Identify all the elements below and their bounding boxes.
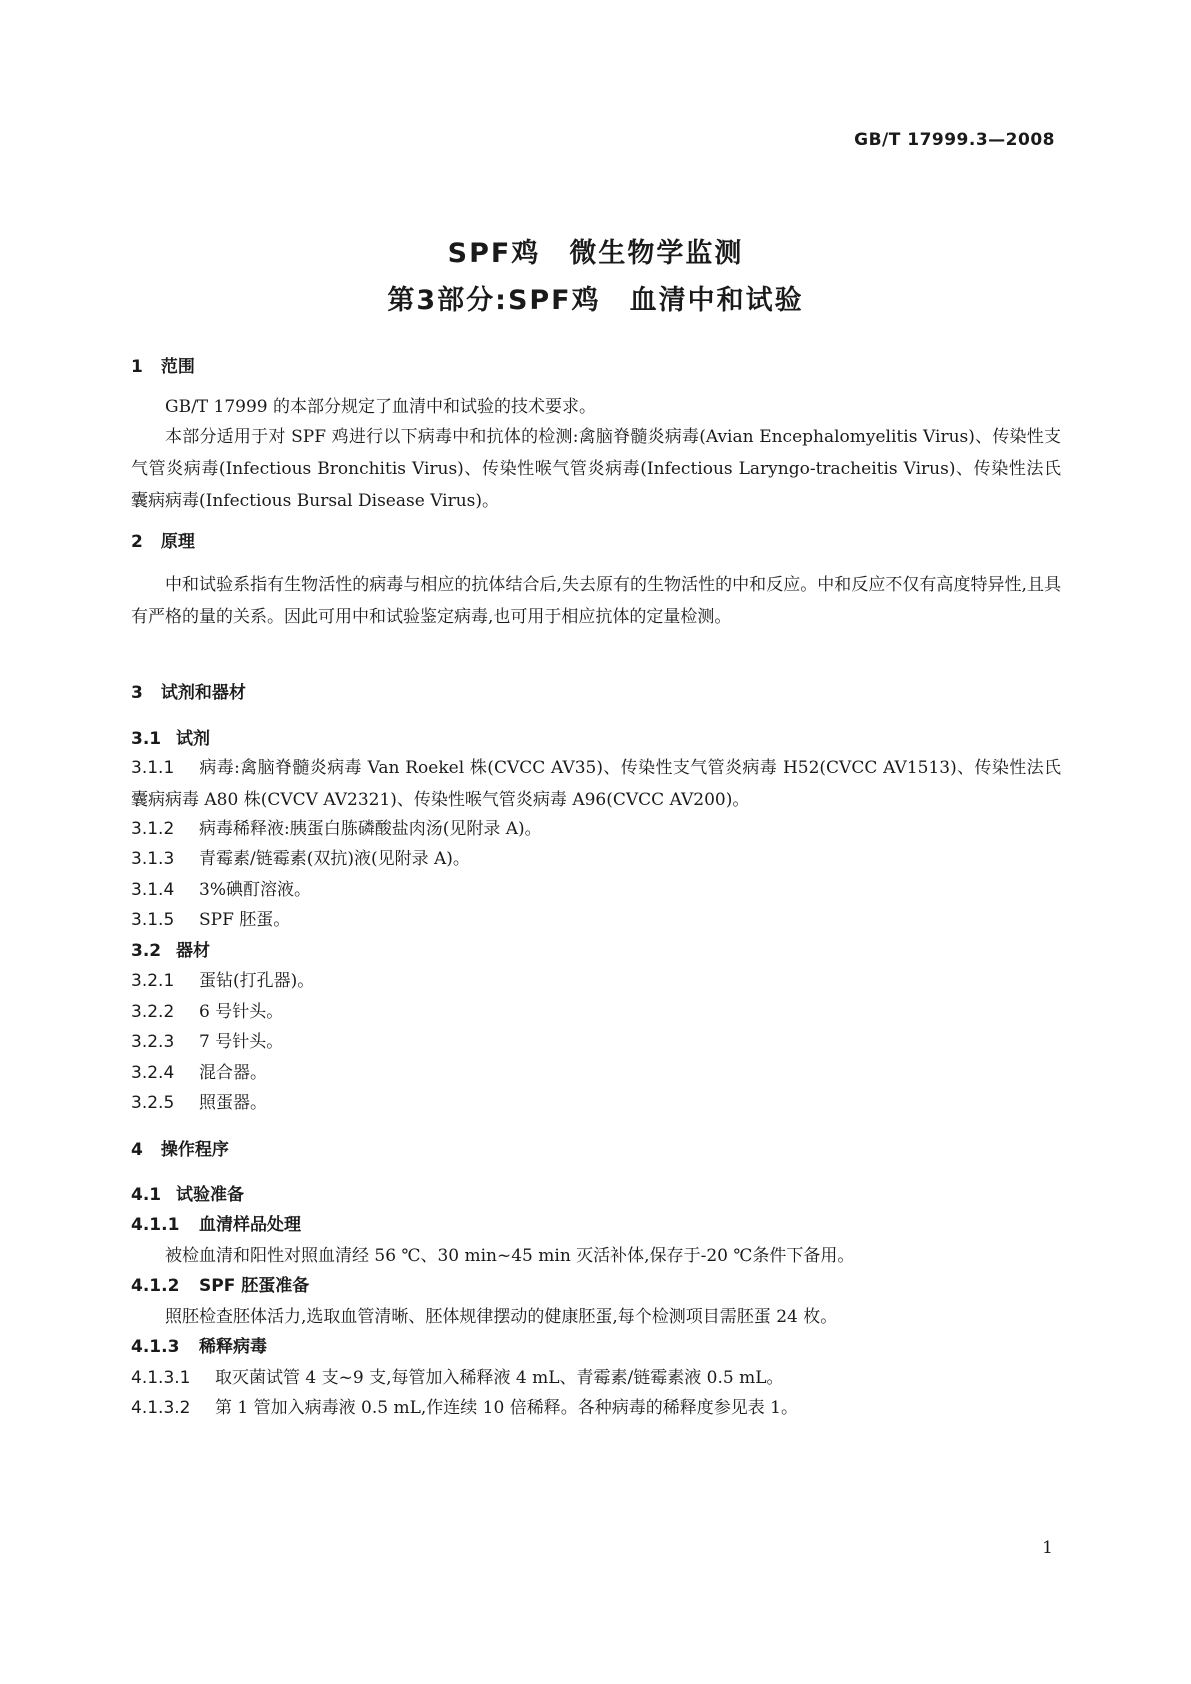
section-3-2-1: 3.2.1 蛋钻(打孔器)。 [131,971,315,991]
section-3-2-5: 3.2.5 照蛋器。 [131,1093,267,1113]
section-3-1-3: 3.1.3 青霉素/链霉素(双抗)液(见附录 A)。 [131,849,470,869]
standard-number: GB/T 17999.3—2008 [854,130,1055,150]
section-4-1-2-heading: 4.1.2 SPF 胚蛋准备 [131,1276,310,1296]
section-1-paragraph-2: 本部分适用于对 SPF 鸡进行以下病毒中和抗体的检测:禽脑脊髓炎病毒(Avian Encephalomyelitis Virus)、传染性支气管炎病毒(Infectious Bronchitis Virus)、传染性喉气管炎病毒(Infectious Laryngo-tracheitis Virus)、传染性法氏囊病病毒(Infectious Bursal Disease Virus)。 [131,427,1061,511]
section-3-1-1: 3.1.1 病毒:禽脑脊髓炎病毒 Van Roekel 株(CVCC AV35)、传染性支气管炎病毒 H52(CVCC AV1513)、传染性法氏囊病病毒 A80 株(CVCV AV2321)、传染性喉气管炎病毒 A96(CVCC AV200)。 [131,758,1061,810]
section-3-heading: 3 试剂和器材 [131,683,246,703]
section-4-heading: 4 操作程序 [131,1140,229,1160]
section-4-1-3-1: 4.1.3.1 取灭菌试管 4 支~9 支,每管加入稀释液 4 mL、青霉素/链霉素液 0.5 mL。 [131,1368,784,1388]
title-line-2: 第3部分:SPF鸡 血清中和试验 [387,285,804,316]
section-3-2-4: 3.2.4 混合器。 [131,1063,267,1083]
section-3-1-heading: 3.1 试剂 [131,729,210,749]
section-4-1-1-text: 被检血清和阳性对照血清经 56 ℃、30 min~45 min 灭活补体,保存于-20 ℃条件下备用。 [165,1246,855,1266]
section-1-heading: 1 范围 [131,357,195,377]
section-4-1-3-2: 4.1.3.2 第 1 管加入病毒液 0.5 mL,作连续 10 倍稀释。各种病毒的稀释度参见表 1。 [131,1398,798,1418]
section-2-paragraph-1: 中和试验系指有生物活性的病毒与相应的抗体结合后,失去原有的生物活性的中和反应。中和反应不仅有高度特异性,且具有严格的量的关系。因此可用中和试验鉴定病毒,也可用于相应抗体的定量检测。 [131,575,1061,627]
section-3-1-2: 3.1.2 病毒稀释液:胰蛋白胨磷酸盐肉汤(见附录 A)。 [131,819,542,839]
section-3-2-2: 3.2.2 6 号针头。 [131,1002,284,1022]
section-3-2-heading: 3.2 器材 [131,941,210,961]
section-3-2-3: 3.2.3 7 号针头。 [131,1032,284,1052]
title-line-1: SPF鸡 微生物学监测 [447,238,744,269]
section-4-1-1-heading: 4.1.1 血清样品处理 [131,1215,301,1235]
section-4-1-heading: 4.1 试验准备 [131,1185,244,1205]
section-1-paragraph-1: GB/T 17999 的本部分规定了血清中和试验的技术要求。 [165,397,597,417]
section-4-1-3-heading: 4.1.3 稀释病毒 [131,1337,267,1357]
section-4-1-2-text: 照胚检查胚体活力,选取血管清晰、胚体规律摆动的健康胚蛋,每个检测项目需胚蛋 24 枚。 [165,1307,838,1327]
page-number: 1 [1042,1538,1053,1558]
section-3-1-4: 3.1.4 3%碘酊溶液。 [131,880,311,900]
section-2-heading: 2 原理 [131,532,195,552]
section-3-1-5: 3.1.5 SPF 胚蛋。 [131,910,291,930]
